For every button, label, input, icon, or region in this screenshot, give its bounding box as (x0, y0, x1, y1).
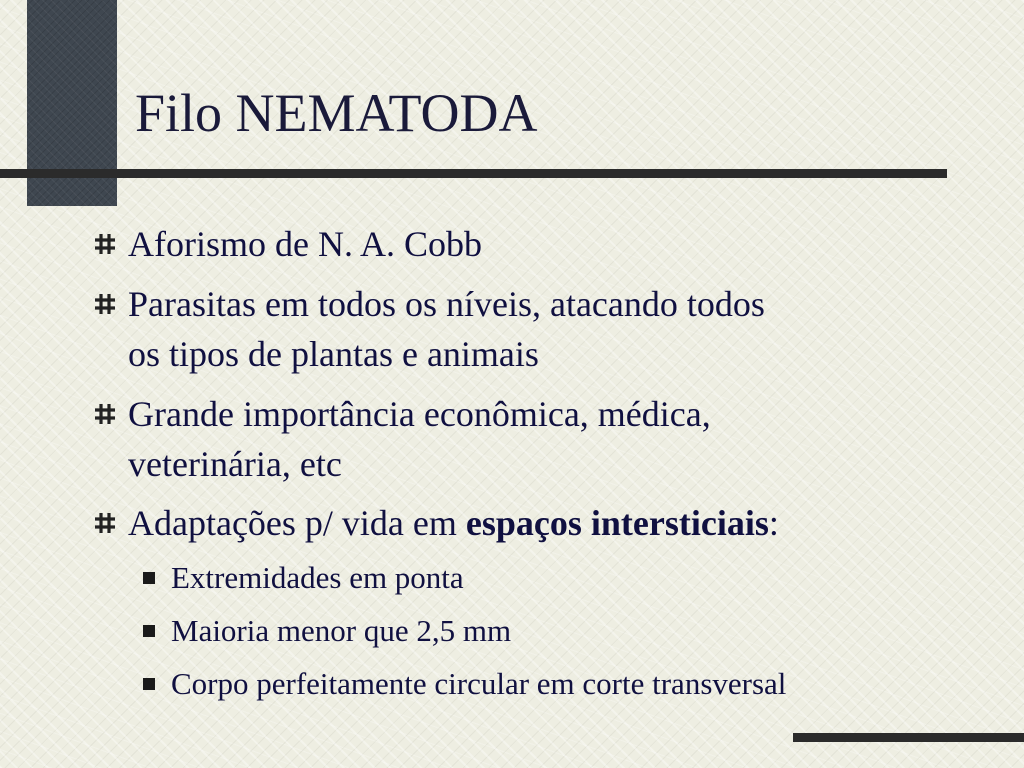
square-bullet-icon (143, 572, 155, 584)
bullet-item (128, 279, 958, 379)
bullet-text-line: veterinária, etc (128, 444, 342, 484)
bullet-text: : (768, 503, 779, 543)
hash-bullet-icon (90, 498, 120, 548)
footer-divider-rule (793, 733, 1024, 742)
sub-bullet-text: Corpo perfeitamente circular em corte transversal (171, 666, 787, 701)
bullet-text: Aforismo de N. A. Cobb (128, 224, 482, 264)
bullet-text-line: os tipos de plantas e animais (128, 334, 539, 374)
sub-bullet-text: Extremidades em ponta (171, 560, 464, 595)
sub-bullet-item (171, 611, 1001, 651)
sub-bullet-text: Maioria menor que 2,5 mm (171, 613, 512, 648)
square-bullet-icon (143, 678, 155, 690)
sub-bullet-item (171, 558, 1001, 598)
hash-bullet-icon (90, 219, 120, 269)
hash-bullet-icon (90, 279, 120, 329)
bullet-text-line: Grande importância econômica, médica, (128, 394, 711, 434)
bullet-text: Adaptações p/ vida em (128, 503, 466, 543)
bullet-emphasis: espaços intersticiais (465, 503, 769, 543)
bullet-text-line: Parasitas em todos os níveis, atacando todos (128, 284, 765, 324)
title-divider-rule (0, 169, 947, 178)
sub-bullet-item (171, 664, 1001, 704)
bullet-item (128, 389, 958, 489)
square-bullet-icon (143, 625, 155, 637)
bullet-item (128, 219, 958, 269)
hash-bullet-icon (90, 389, 120, 439)
slide-title: Filo NEMATODA (135, 83, 538, 143)
bullet-item (128, 498, 958, 548)
